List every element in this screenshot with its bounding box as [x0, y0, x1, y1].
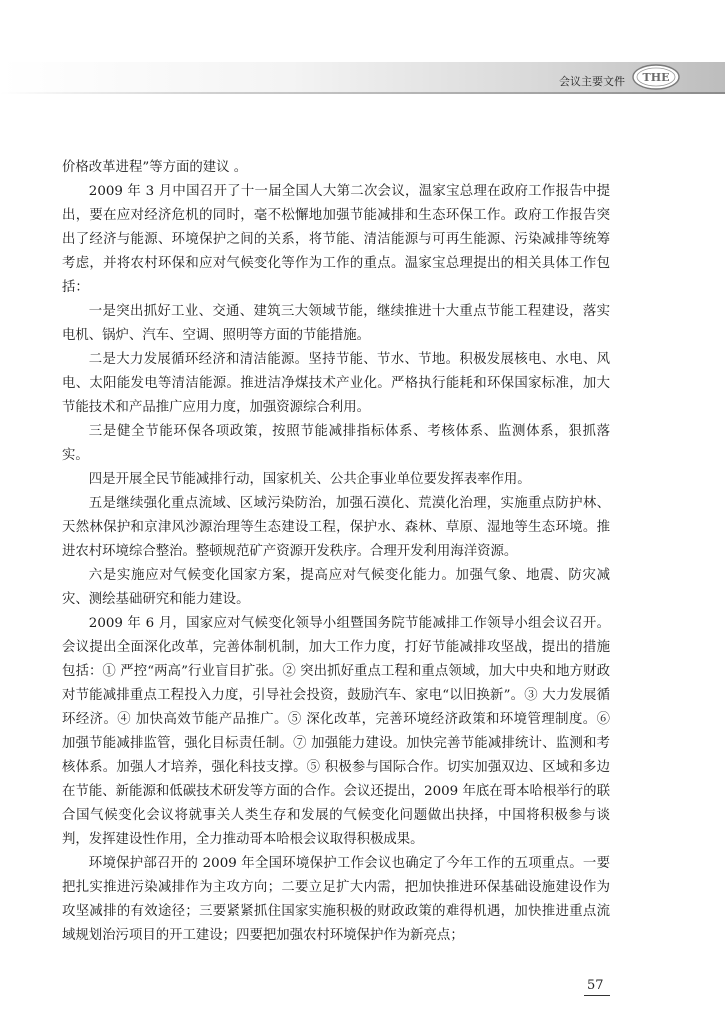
logo-lettering: THE	[642, 71, 670, 84]
paragraph-7: 五是继续强化重点流域、区域污染防治，加强石漠化、荒漠化治理，实施重点防护林、天然林保护和京津风沙源治理等生态建设工程，保护水、森林、草原、湿地等生态环境。推进农村环境综合整治。整顿规范矿产资源开发秩序。合理开发利用海洋资源。	[62, 496, 610, 559]
paragraph-6: 四是开展全民节能减排行动，国家机关、公共企事业单位要发挥表率作用。	[88, 472, 531, 487]
paragraph-10: 环境保护部召开的 2009 年全国环境保护工作会议也确定了今年工作的五项重点。一要把扎实推进污染减排作为主攻方向；二要立足扩大内需，把加快推进环保基础设施建设作为攻坚减排的有效途径；三要紧紧抓住国家实施积极的财政政策的难得机遇，加快推进重点流域规划治污项目的开工建设；四要把加强农村环境保护作为新亮点；	[62, 856, 610, 943]
body-text	[62, 156, 610, 948]
conference-logo	[631, 63, 681, 91]
paragraph-1: 价格改革进程”等方面的建议 。	[62, 160, 248, 175]
running-header-title: 会议主要文件	[559, 75, 625, 88]
paragraph-8: 六是实施应对气候变化国家方案，提高应对气候变化能力。加强气象、地震、防灾减灾、测绘基础研究和能力建设。	[62, 568, 610, 607]
paragraph-3: 一是突出抓好工业、交通、建筑三大领域节能，继续推进十大重点节能工程建设，落实电机、锅炉、汽车、空调、照明等方面的节能措施。	[62, 304, 610, 343]
page-number: 57	[587, 978, 604, 993]
paragraph-2: 2009 年 3 月中国召开了十一届全国人大第二次会议，温家宝总理在政府工作报告中提出，要在应对经济危机的同时，毫不松懈地加强节能减排和生态环保工作。政府工作报告突出了经济与能源、环境保护之间的关系，将节能、清洁能源与可再生能源、污染减排等统筹考虑，并将农村环保和应对气候变化等作为工作的重点。温家宝总理提出的相关具体工作包括：	[62, 184, 610, 295]
paragraph-9: 2009 年 6 月，国家应对气候变化领导小组暨国务院节能减排工作领导小组会议召开。会议提出全面深化改革，完善体制机制，加大工作力度，打好节能减排攻坚战，提出的措施包括：① 严控“两高”行业盲目扩张。② 突出抓好重点工程和重点领域，加大中央和地方财政对节能减排重点工程投入力度，引导社会投资，鼓励汽车、家电“以旧换新”。③ 大力发展循环经济。④ 加快高效节能产品推广。⑤ 深化改革，完善环境经济政策和环境管理制度。⑥ 加强节能减排监管，强化目标责任制。⑦ 加强能力建设。加快完善节能减排统计、监测和考核体系。加强人才培养，强化科技支撑。⑤ 积极参与国际合作。切实加强双边、区域和多边在节能、新能源和低碳技术研发等方面的合作。会议还提出，2009 年底在哥本哈根举行的联合国气候变化会议将就事关人类生存和发展的气候变化问题做出抉择，中国将积极参与谈判，发挥建设性作用，全力推动哥本哈根会议取得积极成果。	[62, 616, 610, 847]
running-header	[0, 62, 725, 94]
header-rule	[0, 92, 725, 94]
paragraph-5: 三是健全节能环保各项政策，按照节能减排指标体系、考核体系、监测体系，狠抓落实。	[62, 424, 610, 463]
paragraph-4: 二是大力发展循环经济和清洁能源。坚持节能、节水、节地。积极发展核电、水电、风电、太阳能发电等清洁能源。推进洁净煤技术产业化。严格执行能耗和环保国家标准，加大节能技术和产品推广应用力度，加强资源综合利用。	[62, 352, 610, 415]
page-number-rule	[584, 995, 610, 996]
